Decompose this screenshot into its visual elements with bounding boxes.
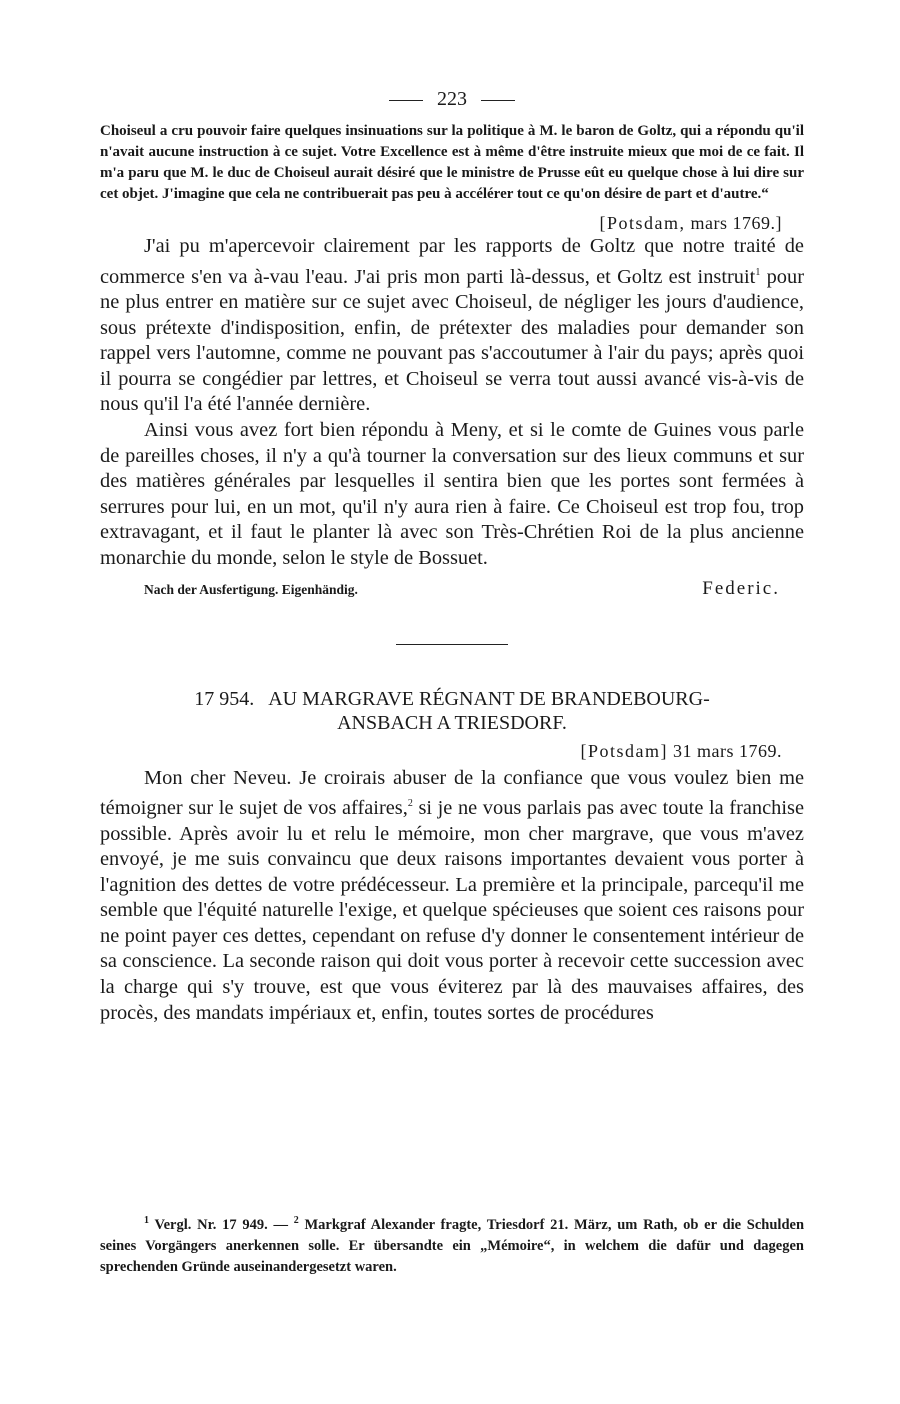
dateline-2-place: [Potsdam] [580,740,668,761]
footnote-ref-1: 1 [755,266,761,278]
letter-2-paragraph-1 [100,766,804,1027]
source-note: Nach der Ausfertigung. Eigenhändig. [144,581,358,597]
intro-quote: Choiseul a cru pouvoir faire quelques insinuations sur la politique à M. le baron de Goltz, qui a répondu qu'il n'avait aucune instruction à ce sujet. Votre Excellence est à même d'être instruite mieux que moi de ce fait. Il m'a paru que M. le duc de Choiseul aurait désiré que le ministre de Prusse eût eu quelque chose à lui dire sur cet objet. J'imagine que cela ne contribuerait pas peu à accélérer tout ce qu'on désire de part et d'autre.“ [100,123,804,202]
dateline-2 [100,741,782,762]
signature-row [100,578,804,600]
heading-line-1: AU MARGRAVE RÉGNANT DE BRANDEBOURG- [268,687,710,710]
footnote-2-mark: 2 [293,1215,299,1226]
letter-1-paragraph-2: Ainsi vous avez fort bien répondu à Meny, et si le comte de Guines vous parle de pareilles choses, il n'y a qu'à tourner la conversation sur des lieux communs et sur des matières générales par lesquelles il sentira bien que les portes sont fermées à serrures pour lui, en un mot, qu'il n'y aura rien à faire. Ce Choiseul est trop fou, trop extravagant, et il faut le planter là avec son Très-Chrétien Roi de la plus ancienne monarchie du monde, selon le style de Bossuet. [100,418,804,569]
page-number-row [100,88,804,111]
letter-1-paragraph-1-text-a: J'ai pu m'apercevoir clairement par les rapports de Goltz que notre traité de commerce s'en va à-vau l'eau. J'ai pris mon parti là-dessus, et Goltz est instruit [100,235,804,288]
footnote-2-text: Markgraf Alexander fragte, Triesdorf 21. März, um Rath, ob er die Schulden seines Vorgängers anerkennen solle. Er übersandte ein „Mémoire“, in welchem die dafür und dagegen sprechenden Gründe auseinandergesetzt waren. [100,1216,805,1275]
dateline-1 [100,213,782,234]
heading-line-2: ANSBACH A TRIESDORF. [337,711,567,734]
letter-1-paragraph-1 [100,234,804,418]
letter-2-heading [100,687,804,735]
page-number-dash-left [389,100,423,101]
section-divider [396,644,508,645]
signature: Federic. [702,577,780,599]
page-content [100,88,804,1026]
footnote-block [100,1210,804,1278]
footnote-1-mark: 1 [144,1215,149,1226]
page-number: 223 [437,88,467,110]
footnote-ref-2: 2 [407,798,413,810]
letter-2-paragraph-1-text-b: si je ne vous parlais pas avec toute la franchise possible. Après avoir lu et relu le mémoire, mon cher margrave, que vous m'avez envoyé, je me suis convaincu que deux raisons importantes devaient vous porter à l'agnition des dettes de votre prédécesseur. La première et la principale, parcequ'il me semble que l'équité naturelle l'exige, et quelque spécieuses que soient ces raisons pour ne point payer ces dettes, cependant on refuse d'y donner le consentement intérieur de sa conscience. La seconde raison qui doit vous porter à recevoir cette succession avec la charge qui s'y trouve, est que vous éviterez par là des mauvaises affaires, des procès, des mandats impériaux et, enfin, toutes sortes de procédures [100,796,805,1024]
dateline-1-date: mars 1769.] [690,213,782,233]
letter-1-paragraph-1-text-b: pour ne plus entrer en matière sur ce sujet avec Choiseul, de négliger les jours d'audience, sous prétexte d'indisposition, enfin, de prétexter des maladies pour demander son rappel vers l'automne, comme ne pouvant pas s'accoutumer à l'air du pays; après quoi il pourra se congédier par lettres, et Choiseul se verra tout aussi avancé vis-à-vis de nous qu'il l'a été l'année dernière. [100,265,804,416]
dateline-2-date: 31 mars 1769. [673,740,782,761]
letter-2-paragraph-1-text-a: Mon cher Neveu. Je croirais abuser de la confiance que vous voulez bien me témoigner sur le sujet de vos affaires, [100,766,804,819]
footnote-1-text: Vergl. Nr. 17 949. — [149,1216,288,1233]
footnotes [100,1210,804,1278]
dateline-1-place: [Potsdam, [599,213,686,233]
letter-number: 17 954. [194,687,255,710]
page-number-dash-right [481,100,515,101]
